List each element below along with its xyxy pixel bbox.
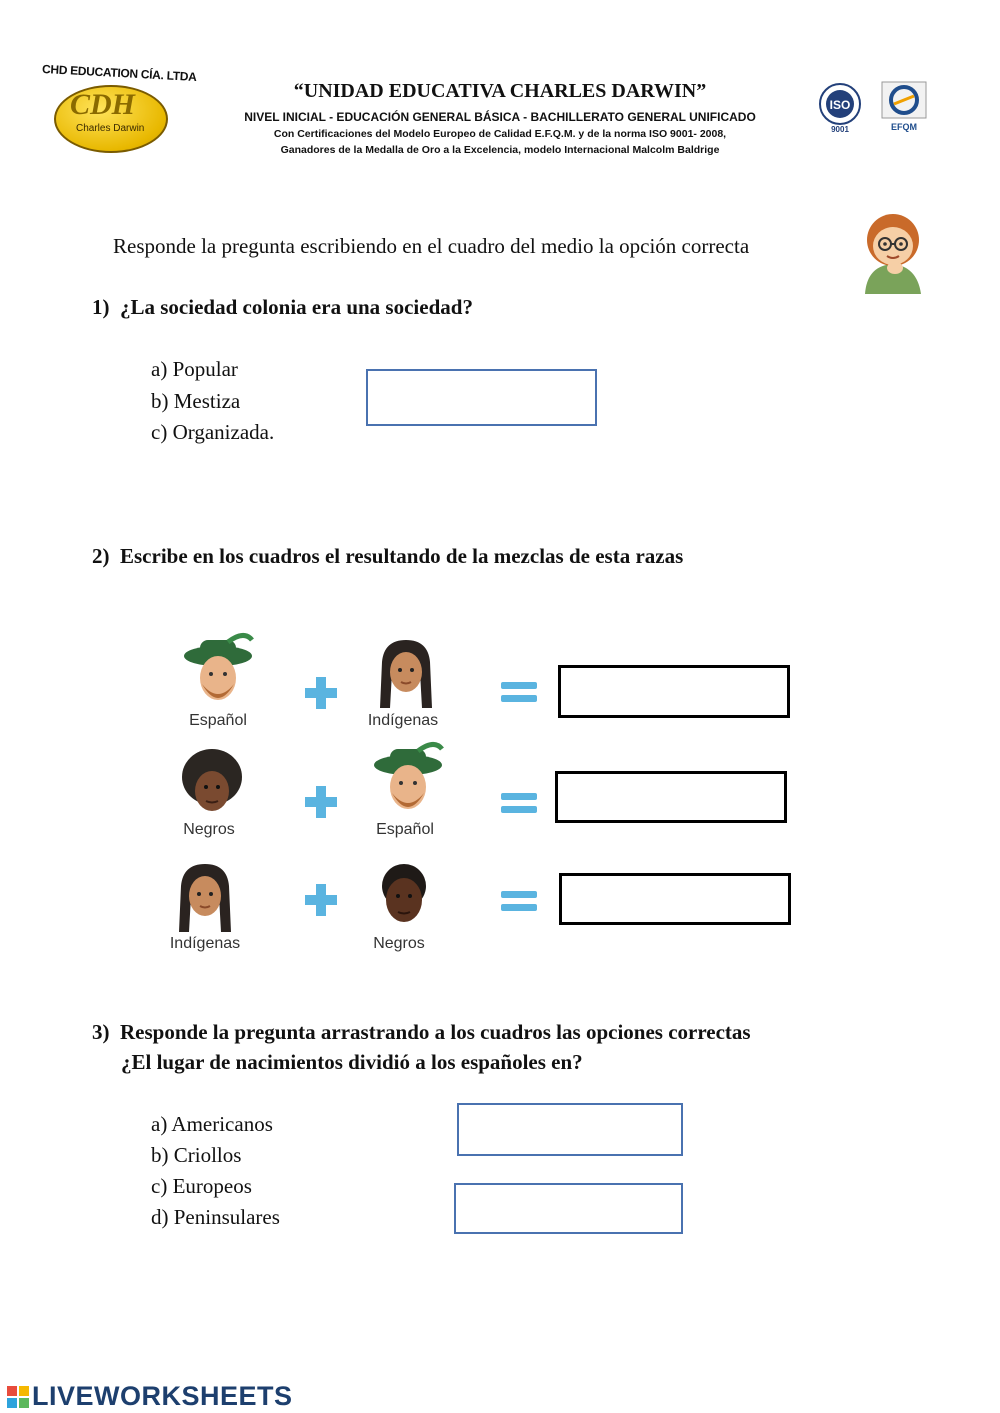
label-espanol-2: Español [376, 821, 434, 838]
education-levels: NIVEL INICIAL - EDUCACIÓN GENERAL BÁSICA - BACHILLERATO GENERAL UNIFICADO [244, 110, 756, 124]
label-negros: Negros [183, 821, 235, 838]
question-1-text: ¿La sociedad colonia era una sociedad? [120, 295, 473, 319]
plus-icon [303, 882, 339, 918]
award-text: Ganadores de la Medalla de Oro a la Excelencia, modelo Internacional Malcolm Baldrige [280, 144, 720, 156]
plus-icon [303, 675, 339, 711]
equals-icon [499, 888, 539, 914]
iso-number: 9001 [831, 125, 849, 134]
thinking-boy-icon [855, 208, 930, 294]
q3-drop-box-1[interactable] [457, 1103, 683, 1156]
logo-monogram: CDH [70, 88, 136, 121]
q1-option-a: a) Popular [151, 357, 238, 381]
question-3 [92, 1020, 751, 1045]
label-negros-2: Negros [373, 935, 425, 952]
iso-label: ISO [829, 98, 851, 112]
q3-option-c[interactable]: c) Europeos [151, 1174, 252, 1198]
question-2-text: Escribe en los cuadros el resultando de la mezclas de esta razas [120, 544, 684, 568]
efqm-label: EFQM [891, 122, 917, 132]
school-title: “UNIDAD EDUCATIVA CHARLES DARWIN” [293, 80, 707, 102]
question-3-number: 3) [92, 1020, 110, 1044]
iso-badge-icon [818, 82, 862, 134]
question-1-number: 1) [92, 295, 110, 319]
liveworksheets-brand[interactable]: LIVEWORKSHEETS [32, 1381, 293, 1411]
q2-answer-box-1[interactable] [558, 665, 790, 718]
liveworksheets-logo-icon [6, 1385, 30, 1409]
black-man-portrait [364, 856, 444, 936]
instruction-text: Responde la pregunta escribiendo en el cuadro del medio la opción correcta [113, 234, 750, 258]
question-2-number: 2) [92, 544, 110, 568]
q2-answer-box-2[interactable] [555, 771, 787, 823]
q1-answer-box[interactable] [366, 369, 597, 426]
equals-icon [499, 790, 539, 816]
spanish-man-portrait [178, 632, 258, 712]
label-indigenas-2: Indígenas [169, 935, 241, 952]
indigenous-woman-portrait [165, 856, 245, 936]
q3-option-a[interactable]: a) Americanos [151, 1112, 273, 1136]
logo-text: Charles Darwin [76, 123, 145, 134]
plus-icon [303, 784, 339, 820]
q3-option-b[interactable]: b) Criollos [151, 1143, 242, 1167]
question-1 [92, 295, 473, 320]
indigenous-woman-portrait [366, 632, 446, 712]
question-3-subtext: ¿El lugar de nacimientos dividió a los españoles en? [121, 1050, 583, 1074]
q1-option-b: b) Mestiza [151, 389, 241, 413]
label-indigenas: Indígenas [367, 712, 439, 729]
certifications-text: Con Certificaciones del Modelo Europeo de Calidad E.F.Q.M. y de la norma ISO 9001- 2008, [273, 128, 727, 140]
company-name: CHD EDUCATION CÍA. LTDA [41, 61, 197, 85]
equals-icon [499, 679, 539, 705]
q1-option-c: c) Organizada. [151, 420, 275, 444]
q2-answer-box-3[interactable] [559, 873, 791, 925]
spanish-man-portrait [368, 741, 448, 821]
label-espanol: Español [189, 712, 247, 729]
question-3-text: Responde la pregunta arrastrando a los cuadros las opciones correctas [120, 1020, 751, 1044]
q3-drop-box-2[interactable] [454, 1183, 683, 1234]
question-2 [92, 544, 683, 569]
efqm-badge-icon [880, 80, 928, 132]
q3-option-d[interactable]: d) Peninsulares [151, 1205, 280, 1229]
black-man-portrait [172, 745, 252, 825]
